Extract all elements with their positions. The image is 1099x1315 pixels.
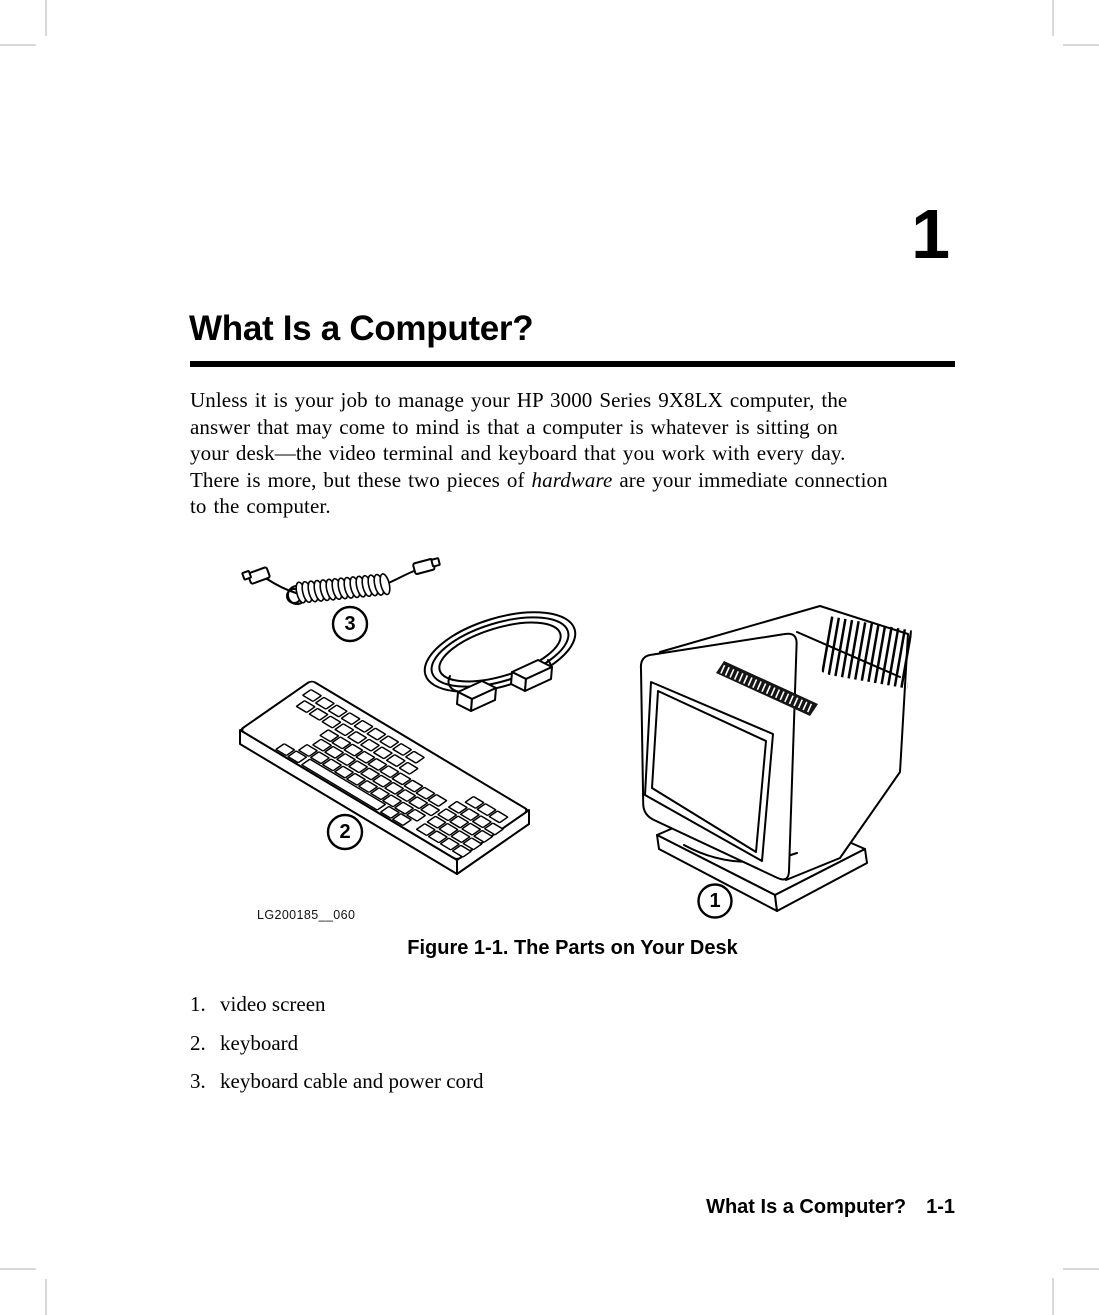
- paragraph-text: are your immediate connection: [612, 467, 888, 492]
- figure-asset-label: LG200185__060: [257, 908, 356, 922]
- crop-mark-bottom-right-horizontal: [1063, 1268, 1099, 1270]
- cable-coil: [294, 573, 391, 604]
- chapter-number: 1: [911, 195, 949, 273]
- list-item-label: keyboard cable and power cord: [220, 1069, 484, 1093]
- crop-mark-top-left-vertical: [45, 0, 47, 36]
- parts-list: [190, 993, 484, 1109]
- crop-mark-bottom-left-horizontal: [0, 1268, 36, 1270]
- svg-text:1: 1: [709, 890, 721, 912]
- list-item-number: 1.: [190, 992, 206, 1016]
- paragraph-line: Unless it is your job to manage your HP 3000 Series 9X8LX computer, the: [190, 388, 848, 412]
- list-item: [190, 993, 484, 1015]
- footer-page-number: 1-1: [926, 1196, 955, 1218]
- paragraph-line: your desk—the video terminal and keyboard that you work with every day.: [190, 441, 846, 466]
- italic-term: hardware: [531, 467, 613, 492]
- callout-keyboard: [328, 815, 362, 849]
- page-footer: [706, 1196, 955, 1219]
- title-rule: [190, 361, 955, 367]
- callout-video-screen: [699, 885, 732, 918]
- figure-illustration: [225, 550, 915, 928]
- monitor-drawing: [641, 606, 912, 911]
- power-cord-drawing: [415, 597, 584, 711]
- figure-caption: Figure 1-1. The Parts on Your Desk: [407, 937, 738, 959]
- list-item: [190, 1032, 484, 1054]
- crop-mark-bottom-left-vertical: [45, 1279, 47, 1315]
- list-item: [190, 1070, 484, 1092]
- crop-mark-top-right-horizontal: [1063, 44, 1099, 46]
- keyboard-cable-drawing: [242, 558, 440, 604]
- power-plug: [457, 681, 496, 711]
- crop-mark-bottom-right-vertical: [1052, 1278, 1054, 1315]
- crop-mark-top-left-horizontal: [0, 44, 36, 46]
- svg-text:3: 3: [344, 613, 356, 635]
- paragraph-line: [190, 467, 990, 494]
- intro-paragraph: [190, 387, 990, 520]
- power-plug: [511, 660, 552, 691]
- list-item-label: keyboard: [220, 1030, 299, 1055]
- footer-section-title: What Is a Computer?: [706, 1196, 907, 1218]
- paragraph-text: There is more, but these two pieces of: [190, 467, 532, 492]
- svg-text:2: 2: [339, 821, 351, 843]
- list-item-number: 2.: [190, 1030, 206, 1055]
- callout-cable: [333, 607, 367, 641]
- list-item-number: 3.: [190, 1069, 206, 1093]
- page-title: What Is a Computer?: [189, 309, 534, 348]
- keyboard-drawing: [240, 680, 529, 874]
- paragraph-line: to the computer.: [190, 494, 331, 519]
- paragraph-line: answer that may come to mind is that a computer is whatever is sitting on: [190, 414, 838, 439]
- crop-mark-top-right-vertical: [1052, 0, 1054, 36]
- list-item-label: video screen: [220, 992, 326, 1016]
